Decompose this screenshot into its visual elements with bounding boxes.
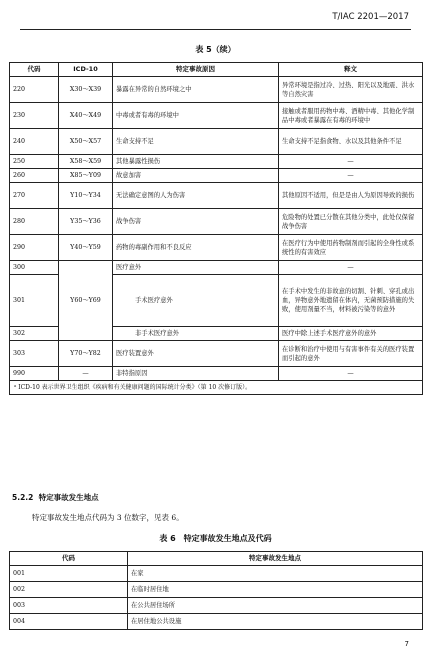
- section-title: 特定事故发生地点: [38, 493, 99, 502]
- cell-note: 其他原因不适用，但是是由人为原因导致的损伤: [279, 183, 423, 209]
- cell-icd: Y60～Y69: [59, 261, 113, 341]
- table-row: [10, 169, 423, 183]
- cell-note: 异常环境是指过冷、过热、阳光以及地震、洪水等自然灾害: [279, 77, 423, 103]
- document-code: T/IAC 2201—2017: [332, 12, 409, 22]
- cell-cause: 战争伤害: [113, 209, 279, 235]
- cell-note: 在手术中发生的非故意的切割、针刺、穿孔或出血，异物意外地遗留在体内，无菌预防措施的失败，使用剂量不当，材料被污染等的意外: [279, 275, 423, 327]
- cell-code: 300: [10, 261, 59, 275]
- cell-code: 302: [10, 327, 59, 341]
- cell-note: 危险物的处置已分散在其他分类中，此处仅保留战争伤害: [279, 209, 423, 235]
- cell-cause: 非手术医疗意外: [113, 327, 279, 341]
- table-row: [10, 209, 423, 235]
- cell-note: —: [279, 155, 423, 169]
- table-5: [9, 62, 423, 395]
- cell-code: 303: [10, 341, 59, 367]
- cell-cause: 故意加害: [113, 169, 279, 183]
- cell-icd: Y70～Y82: [59, 341, 113, 367]
- cell-place: 在临时居住地: [128, 582, 423, 598]
- cell-note: 生命支持不足指食物、水以及其他条件不足: [279, 129, 423, 155]
- cell-note: —: [279, 261, 423, 275]
- t6-header-place: 特定事故发生地点: [128, 552, 423, 566]
- table-row: [10, 566, 423, 582]
- cell-cause: 医疗装置意外: [113, 341, 279, 367]
- cell-icd: Y40～Y59: [59, 235, 113, 261]
- table-row: [10, 582, 423, 598]
- section-heading: [12, 492, 99, 503]
- cell-icd: X50～X57: [59, 129, 113, 155]
- table-footnote: ᵃ ICD-10 表示世界卫生组织《疾病和有关健康问题的国际统计分类》（第 10 次修订版）。: [10, 381, 423, 395]
- cell-code: 250: [10, 155, 59, 169]
- cell-icd: X85～Y09: [59, 169, 113, 183]
- cell-code: 990: [10, 367, 59, 381]
- cell-icd: X30～X39: [59, 77, 113, 103]
- table-row: [10, 235, 423, 261]
- cell-code: 230: [10, 103, 59, 129]
- cell-cause: 中毒或者有毒的环境中: [113, 103, 279, 129]
- cell-icd: X40～X49: [59, 103, 113, 129]
- section-number: 5.2.2: [12, 493, 34, 502]
- cell-code: 002: [10, 582, 128, 598]
- cell-cause: 无法确定意图的人为伤害: [113, 183, 279, 209]
- col-header-note: 释文: [279, 63, 423, 77]
- table-row: [10, 341, 423, 367]
- section-paragraph: 特定事故发生地点代码为 3 位数字，见表 6。: [32, 513, 184, 522]
- cell-place: 在家: [128, 566, 423, 582]
- col-header-code: 代码: [10, 63, 59, 77]
- cell-place: 在居住地公共设施: [128, 614, 423, 630]
- cell-note: 在诊断和治疗中使用与有害事件有关的医疗装置而引起的意外: [279, 341, 423, 367]
- cell-code: 004: [10, 614, 128, 630]
- page-number: 7: [404, 640, 409, 648]
- col-header-cause: 特定事故原因: [113, 63, 279, 77]
- cell-cause: 医疗意外: [113, 261, 279, 275]
- cell-icd: Y10～Y34: [59, 183, 113, 209]
- t6-header-code: 代码: [10, 552, 128, 566]
- cell-cause: 其他暴露性损伤: [113, 155, 279, 169]
- table-row: [10, 155, 423, 169]
- cell-code: 240: [10, 129, 59, 155]
- table-row: [10, 129, 423, 155]
- table-row: [10, 103, 423, 129]
- cell-code: 001: [10, 566, 128, 582]
- cell-code: 301: [10, 275, 59, 327]
- cell-code: 290: [10, 235, 59, 261]
- cell-note: 接触或者服用药物中毒、酒精中毒、其他化学制品中毒或者暴露在有毒的环境中: [279, 103, 423, 129]
- table-row: [10, 77, 423, 103]
- cell-code: 280: [10, 209, 59, 235]
- table-row: [10, 183, 423, 209]
- cell-cause: 手术医疗意外: [113, 275, 279, 327]
- cell-code: 220: [10, 77, 59, 103]
- cell-cause: 药物的毒副作用和不良反应: [113, 235, 279, 261]
- table-row: [10, 367, 423, 381]
- cell-cause: 非特指原因: [113, 367, 279, 381]
- cell-place: 在公共居住场所: [128, 598, 423, 614]
- cell-code: 260: [10, 169, 59, 183]
- col-header-icd: ICD-10: [59, 63, 113, 77]
- table-6: [9, 551, 423, 630]
- table-row: [10, 261, 423, 275]
- cell-cause: 暴露在异常的自然环境之中: [113, 77, 279, 103]
- cell-code: 270: [10, 183, 59, 209]
- cell-note: 医疗中除上述手术医疗意外的意外: [279, 327, 423, 341]
- table6-caption: 表 6 特定事故发生地点及代码: [159, 534, 272, 543]
- cell-icd: Y35～Y36: [59, 209, 113, 235]
- cell-icd: X58～X59: [59, 155, 113, 169]
- table5-caption: 表 5（续）: [195, 45, 236, 54]
- cell-note: —: [279, 169, 423, 183]
- cell-icd: —: [59, 367, 113, 381]
- table-row: [10, 614, 423, 630]
- table-row: [10, 598, 423, 614]
- cell-cause: 生命支持不足: [113, 129, 279, 155]
- cell-code: 003: [10, 598, 128, 614]
- cell-note: 在医疗行为中使用药物制剂而引起的全身性或系统性的有害效应: [279, 235, 423, 261]
- header-rule: [20, 29, 411, 30]
- cell-note: —: [279, 367, 423, 381]
